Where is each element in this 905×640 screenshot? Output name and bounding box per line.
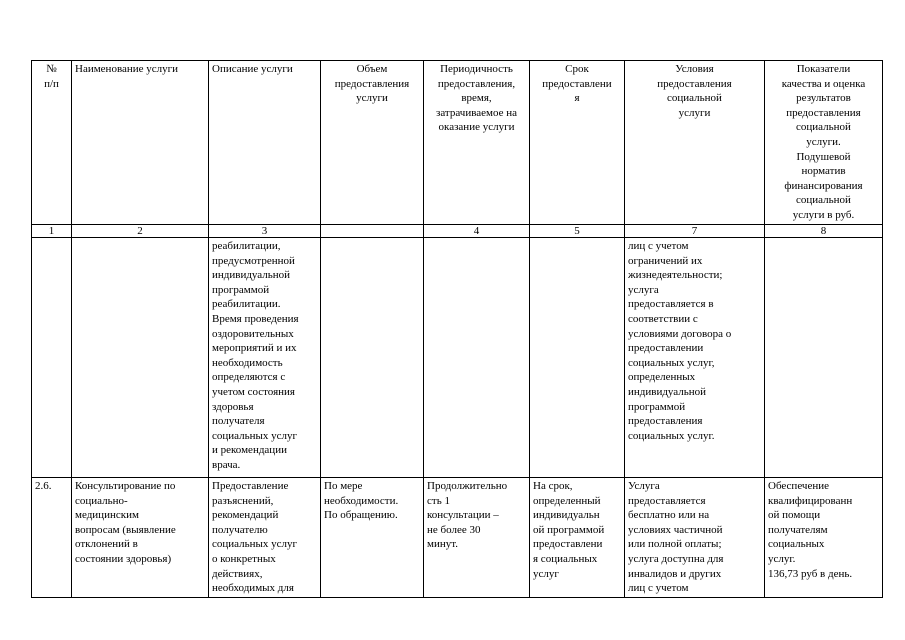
- service-description: Предоставление разъяснений, рекомендаций получателю социальных услуг о конкретных действиях, необходимых для: [209, 478, 321, 598]
- header-number: № п/п: [32, 61, 72, 225]
- service-quality-indicators: Обеспечение квалифицированн ой помощи получателям социальных услуг. 136,73 руб в день.: [765, 478, 883, 598]
- services-table: [31, 60, 883, 598]
- column-number: 3: [209, 225, 321, 238]
- service-term: На срок, определенный индивидуальн ой программой предоставлени я социальных услуг: [530, 478, 625, 598]
- row-number: 2.6.: [32, 478, 72, 598]
- table-cell: [765, 238, 883, 478]
- column-number: 8: [765, 225, 883, 238]
- header-row: [32, 61, 883, 225]
- service-volume: По мере необходимости. По обращению.: [321, 478, 424, 598]
- column-number: 1: [32, 225, 72, 238]
- header-service-name: Наименование услуги: [72, 61, 209, 225]
- table-cell: [424, 238, 530, 478]
- header-conditions: Условия предоставления социальной услуги: [625, 61, 765, 225]
- header-periodicity: Периодичность предоставления, время, затрачиваемое на оказание услуги: [424, 61, 530, 225]
- table-cell: [32, 238, 72, 478]
- service-conditions: Услуга предоставляется бесплатно или на условиях частичной или полной оплаты; услуга доступна для инвалидов и других лиц с учетом: [625, 478, 765, 598]
- table-cell: [530, 238, 625, 478]
- continuation-row: [32, 238, 883, 478]
- table-cell: [72, 238, 209, 478]
- column-number: 2: [72, 225, 209, 238]
- column-number: 4: [424, 225, 530, 238]
- table-cell: реабилитации, предусмотренной индивидуальной программой реабилитации. Время проведения оздоровительных мероприятий и их необходимость определяются с учетом состояния здоровья получателя социальных услуг и рекомендации врача.: [209, 238, 321, 478]
- table-cell: лиц с учетом ограничений их жизнедеятельности; услуга предоставляется в соответствии с условиями договора о предоставлении социальных услуг, определенных индивидуальной программой предоставления социальных услуг.: [625, 238, 765, 478]
- column-number: [321, 225, 424, 238]
- table-cell: [321, 238, 424, 478]
- column-number: 5: [530, 225, 625, 238]
- header-term: Срок предоставлени я: [530, 61, 625, 225]
- service-periodicity: Продолжительно сть 1 консультации – не более 30 минут.: [424, 478, 530, 598]
- header-service-description: Описание услуги: [209, 61, 321, 225]
- column-number-row: [32, 225, 883, 238]
- header-volume: Объем предоставления услуги: [321, 61, 424, 225]
- header-quality-indicators: Показатели качества и оценка результатов предоставления социальной услуги. Подушевой норматив финансирования социальной услуги в руб.: [765, 61, 883, 225]
- column-number: 7: [625, 225, 765, 238]
- service-name: Консультирование по социально- медицинским вопросам (выявление отклонений в состоянии здоровья): [72, 478, 209, 598]
- table-row: [32, 478, 883, 598]
